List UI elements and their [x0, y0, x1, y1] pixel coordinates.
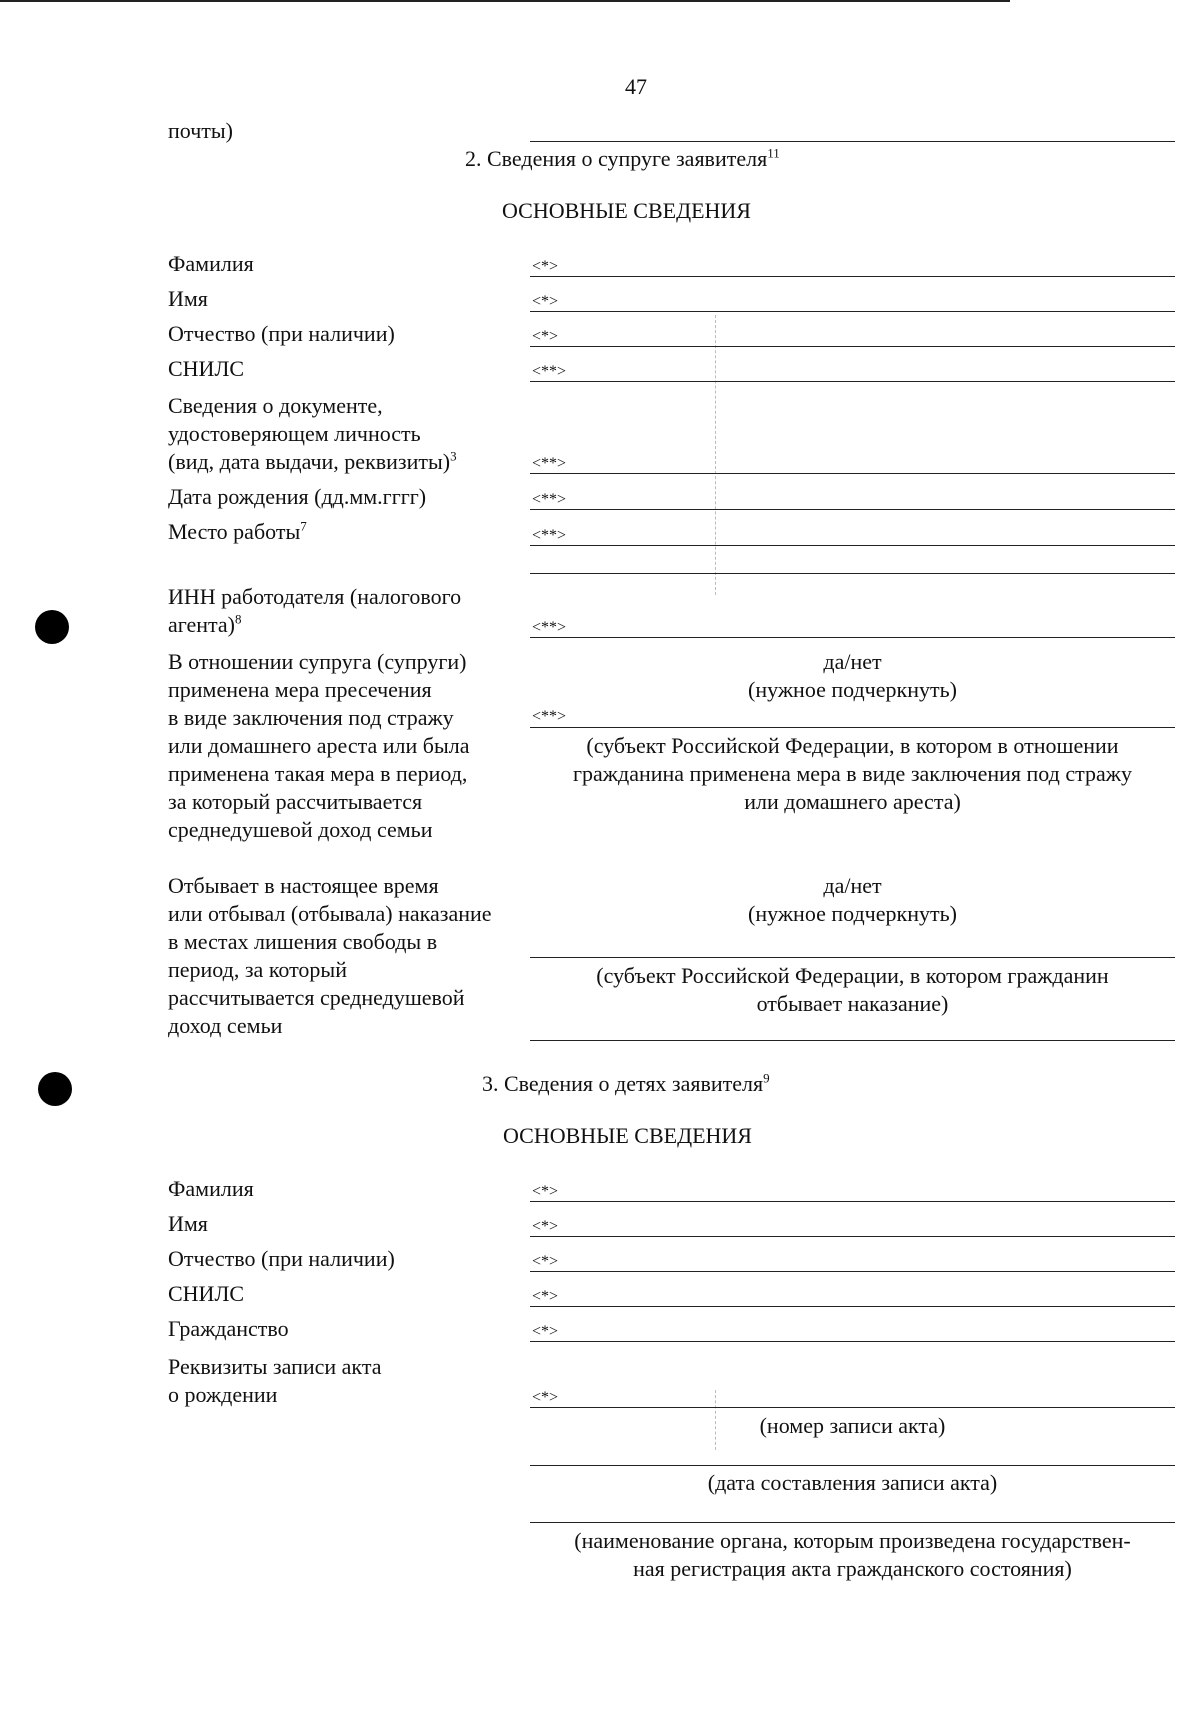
- child-citizenship-field[interactable]: [530, 1341, 1175, 1342]
- spouse-birthdate-label: Дата рождения (дд.мм.гггг): [168, 484, 427, 509]
- optional-marker: <**>: [532, 527, 567, 544]
- required-marker: <*>: [532, 1288, 559, 1305]
- spouse-inn-label-line2: агента)$^8$: [168, 611, 242, 637]
- section3-title: 3. Сведения о детях заявителя$^9$: [482, 1070, 770, 1096]
- restraint-label-line: В отношении супруга (супруги): [168, 649, 467, 674]
- spouse-snils-label: СНИЛС: [168, 356, 245, 381]
- birth-record-label-line2: о рождении: [168, 1382, 278, 1407]
- restraint-label-line: применена мера пресечения: [168, 677, 432, 702]
- spouse-patronymic-field[interactable]: [530, 346, 1175, 347]
- top-edge-line: [0, 0, 1010, 2]
- restraint-caption-line: или домашнего ареста): [744, 789, 961, 814]
- spouse-snils-field[interactable]: [530, 381, 1175, 382]
- prison-label-line: рассчитывается среднедушевой: [168, 985, 465, 1010]
- restraint-hint: (нужное подчеркнуть): [748, 677, 957, 702]
- optional-marker: <**>: [532, 619, 567, 636]
- spouse-inn-field[interactable]: [530, 637, 1175, 638]
- child-name-label: Имя: [168, 1211, 208, 1236]
- restraint-caption-line: (субъект Российской Федерации, в котором в отношении: [586, 733, 1119, 758]
- required-marker: <*>: [532, 1389, 559, 1406]
- required-marker: <*>: [532, 258, 559, 275]
- child-snils-label: СНИЛС: [168, 1281, 245, 1306]
- spouse-name-field[interactable]: [530, 311, 1175, 312]
- spouse-workplace-field-2[interactable]: [530, 573, 1175, 574]
- punch-hole-mark: [35, 610, 69, 644]
- record-date-caption: (дата составления записи акта): [707, 1470, 998, 1495]
- required-marker: <*>: [532, 1323, 559, 1340]
- restraint-label-line: в виде заключения под стражу: [168, 705, 454, 730]
- restraint-caption-line: гражданина применена мера в виде заключения под стражу: [573, 761, 1132, 786]
- spouse-doc-field[interactable]: [530, 473, 1175, 474]
- spouse-inn-label-line1: ИНН работодателя (налогового: [168, 584, 462, 609]
- section2-title: 2. Сведения о супруге заявителя$^{11}$: [465, 145, 780, 171]
- punch-hole-mark: [38, 1072, 72, 1106]
- prison-region-field[interactable]: [530, 957, 1175, 958]
- restraint-label-line: за который рассчитывается: [168, 789, 423, 814]
- spouse-doc-label-line2: удостоверяющем личность: [168, 421, 421, 446]
- record-number-field[interactable]: [530, 1407, 1175, 1408]
- prison-label-line: период, за который: [168, 957, 347, 982]
- birth-record-label-line1: Реквизиты записи акта: [168, 1354, 382, 1379]
- restraint-label-line: среднедушевой доход семьи: [168, 817, 433, 842]
- optional-marker: <**>: [532, 491, 567, 508]
- spouse-surname-field[interactable]: [530, 276, 1175, 277]
- required-marker: <*>: [532, 1218, 559, 1235]
- optional-marker: <**>: [532, 708, 567, 725]
- spouse-surname-label: Фамилия: [168, 251, 254, 276]
- restraint-label-line: или домашнего ареста или была: [168, 733, 470, 758]
- child-patronymic-label: Отчество (при наличии): [168, 1246, 395, 1271]
- prison-caption-line: (субъект Российской Федерации, в котором гражданин: [596, 963, 1109, 988]
- required-marker: <*>: [532, 328, 559, 345]
- required-marker: <*>: [532, 293, 559, 310]
- section2-subtitle: ОСНОВНЫЕ СВЕДЕНИЯ: [502, 198, 751, 223]
- prison-label-line: в местах лишения свободы в: [168, 929, 438, 954]
- record-number-caption: (номер записи акта): [759, 1413, 946, 1438]
- page-number: 47: [625, 74, 647, 99]
- prison-label-line: доход семьи: [168, 1013, 283, 1038]
- spouse-workplace-label: Место работы$^7$: [168, 518, 307, 544]
- child-name-field[interactable]: [530, 1236, 1175, 1237]
- spouse-workplace-field[interactable]: [530, 545, 1175, 546]
- required-marker: <*>: [532, 1183, 559, 1200]
- restraint-yes-no-option[interactable]: да/нет: [823, 649, 882, 674]
- field-line: [530, 1040, 1175, 1041]
- spouse-doc-label-line1: Сведения о документе,: [168, 393, 383, 418]
- prison-label-line: Отбывает в настоящее время: [168, 873, 439, 898]
- field-line: [530, 141, 1175, 142]
- restraint-label-line: применена такая мера в период,: [168, 761, 468, 786]
- spouse-birthdate-field[interactable]: [530, 509, 1175, 510]
- spouse-patronymic-label: Отчество (при наличии): [168, 321, 395, 346]
- prison-caption-line: отбывает наказание): [756, 991, 949, 1016]
- required-marker: <*>: [532, 1253, 559, 1270]
- authority-caption-line: (наименование органа, которым произведена государствен-: [574, 1528, 1131, 1553]
- child-patronymic-field[interactable]: [530, 1271, 1175, 1272]
- top-fragment: почты): [168, 118, 233, 143]
- restraint-region-field[interactable]: [530, 727, 1175, 728]
- child-surname-label: Фамилия: [168, 1176, 254, 1201]
- record-date-field[interactable]: [530, 1465, 1175, 1466]
- authority-field[interactable]: [530, 1522, 1175, 1523]
- child-surname-field[interactable]: [530, 1201, 1175, 1202]
- spouse-doc-label-line3: (вид, дата выдачи, реквизиты)$^3$: [168, 448, 457, 474]
- prison-label-line: или отбывал (отбывала) наказание: [168, 901, 492, 926]
- prison-hint: (нужное подчеркнуть): [748, 901, 957, 926]
- spouse-name-label: Имя: [168, 286, 208, 311]
- authority-caption-line: ная регистрация акта гражданского состояния): [633, 1556, 1072, 1581]
- child-snils-field[interactable]: [530, 1306, 1175, 1307]
- scan-artifact: [715, 315, 716, 595]
- section3-subtitle: ОСНОВНЫЕ СВЕДЕНИЯ: [503, 1123, 752, 1148]
- prison-yes-no-option[interactable]: да/нет: [823, 873, 882, 898]
- optional-marker: <**>: [532, 363, 567, 380]
- child-citizenship-label: Гражданство: [168, 1316, 289, 1341]
- optional-marker: <**>: [532, 455, 567, 472]
